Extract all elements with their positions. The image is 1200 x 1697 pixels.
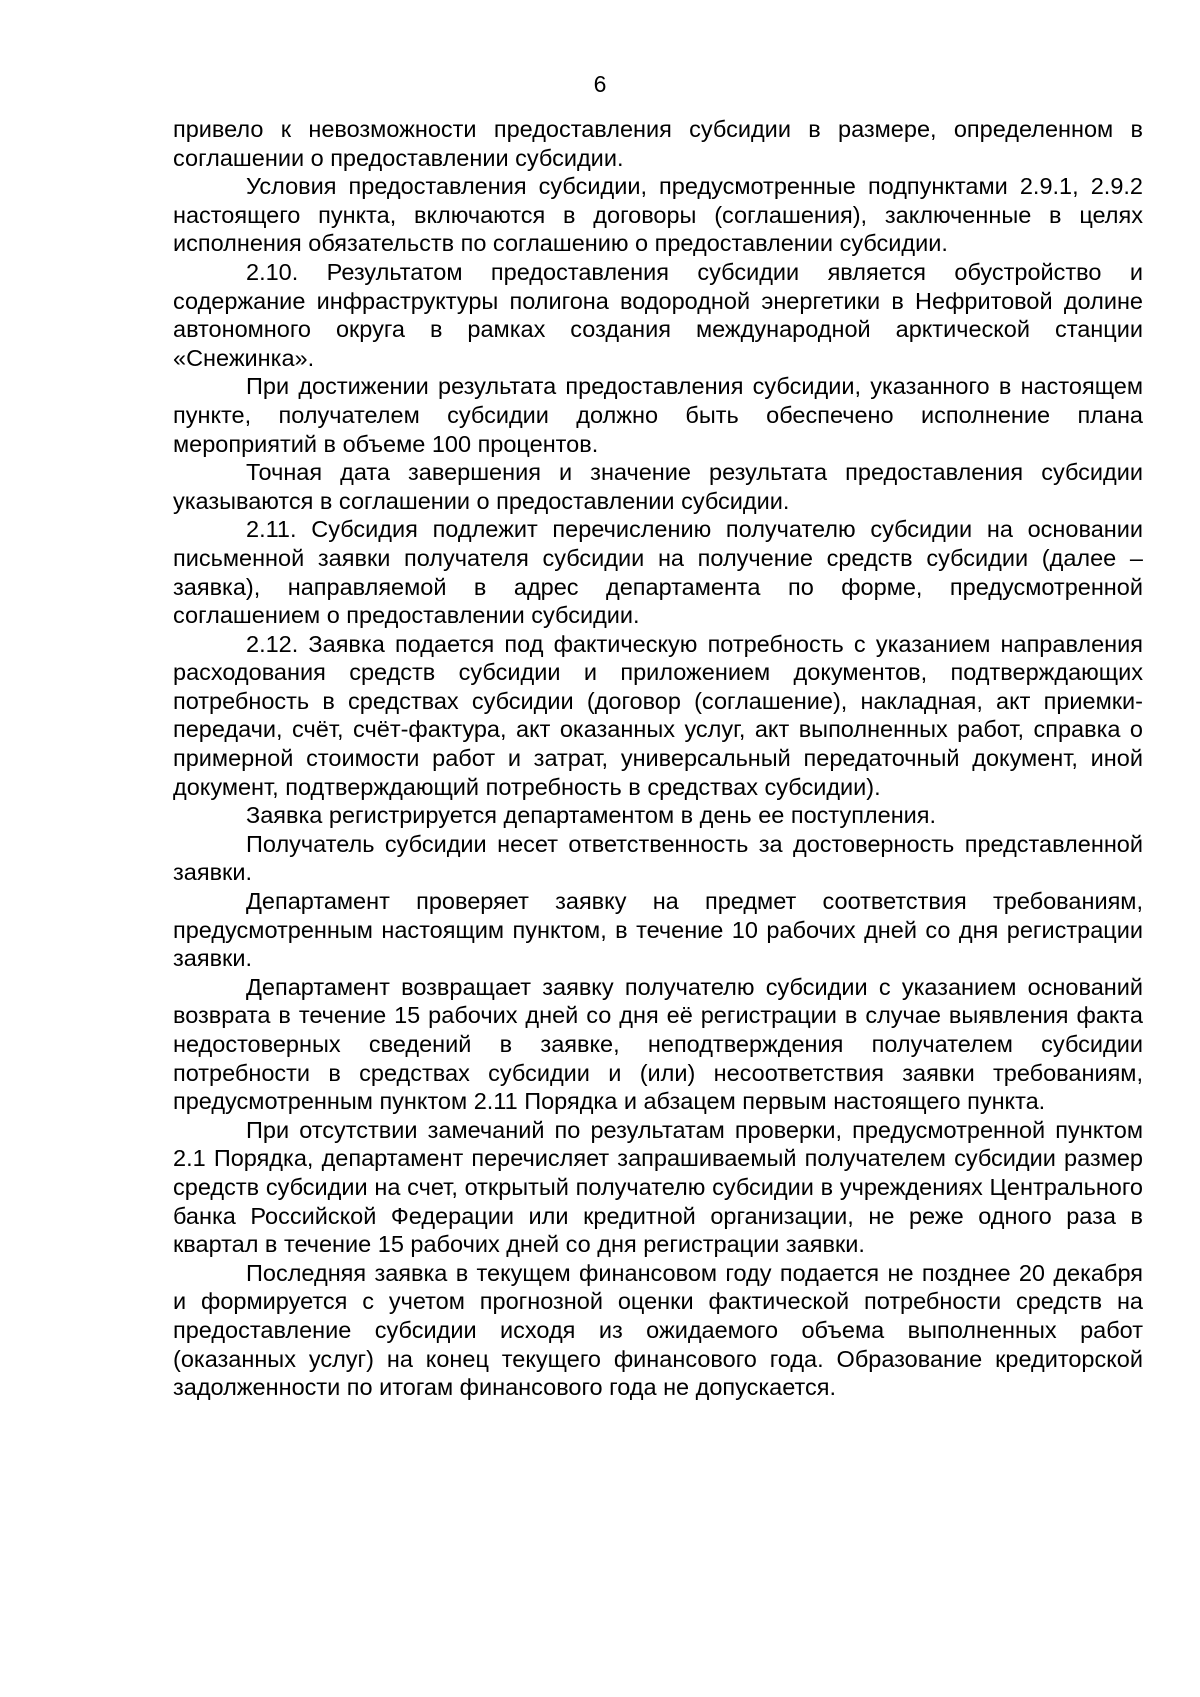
paragraph: привело к невозможности предоставления субсидии в размере, определенном в соглашении о предоставлении субсидии. — [173, 116, 1143, 171]
paragraph: Департамент возвращает заявку получателю субсидии с указанием оснований возврата в течение 15 рабочих дней со дня её регистрации в случае выявления факта недостоверных сведений в заявке, неподтверждения получателем субсидии потребности в средствах субсидии и (или) несоответствия заявки требованиям, предусмотренным пунктом 2.11 Порядка и абзацем первым настоящего пункта. — [173, 973, 1143, 1115]
paragraph: 2.10. Результатом предоставления субсидии является обустройство и содержание инфраструктуры полигона водородной энергетики в Нефритовой долине автономного округа в рамках создания международной арктической станции «Снежинка». — [173, 258, 1143, 371]
paragraph: Заявка регистрируется департаментом в день ее поступления. — [246, 802, 937, 829]
paragraph: 2.12. Заявка подается под фактическую потребность с указанием направления расходования средств субсидии и приложением документов, подтверждающих потребность в средствах субсидии (договор (соглашение), накладная, акт приемки-передачи, счёт, счёт-фактура, акт оказанных услуг, акт выполненных работ, справка о примерной стоимости работ и затрат, универсальный передаточный документ, иной документ, подтверждающий потребность в средствах субсидии). — [173, 630, 1143, 800]
paragraph: 2.11. Субсидия подлежит перечислению получателю субсидии на основании письменной заявки получателя субсидии на получение средств субсидии (далее – заявка), направляемой в адрес департамента по форме, предусмотренной соглашением о предоставлении субсидии. — [173, 516, 1143, 629]
paragraph: При отсутствии замечаний по результатам проверки, предусмотренной пунктом 2.1 Порядка, департамент перечисляет запрашиваемый получателем субсидии размер средств субсидии на счет, открытый получателю субсидии в учреждениях Центрального банка Российской Федерации или кредитной организации, не реже одного раза в квартал в течение 15 рабочих дней со дня регистрации заявки. — [173, 1116, 1143, 1258]
paragraph: Условия предоставления субсидии, предусмотренные подпунктами 2.9.1, 2.9.2 настоящего пункта, включаются в договоры (соглашения), заключенные в целях исполнения обязательств по соглашению о предоставлении субсидии. — [173, 173, 1143, 257]
page-number: 6 — [593, 71, 607, 97]
document-body — [173, 115, 1143, 1402]
paragraph: Получатель субсидии несет ответственность за достоверность представленной заявки. — [173, 830, 1143, 886]
paragraph: Департамент проверяет заявку на предмет соответствия требованиям, предусмотренным настоящим пунктом, в течение 10 рабочих дней со дня регистрации заявки. — [173, 888, 1143, 972]
paragraph: Точная дата завершения и значение результата предоставления субсидии указываются в соглашении о предоставлении субсидии. — [173, 459, 1143, 514]
paragraph: Последняя заявка в текущем финансовом году подается не позднее 20 декабря и формируется с учетом прогнозной оценки фактической потребности средств на предоставление субсидии исходя из ожидаемого объема выполненных работ (оказанных услуг) на конец текущего финансового года. Образование кредиторской задолженности по итогам финансового года не допускается. — [173, 1259, 1143, 1401]
paragraph: При достижении результата предоставления субсидии, указанного в настоящем пункте, получателем субсидии должно быть обеспечено исполнение плана мероприятий в объеме 100 процентов. — [173, 373, 1143, 457]
